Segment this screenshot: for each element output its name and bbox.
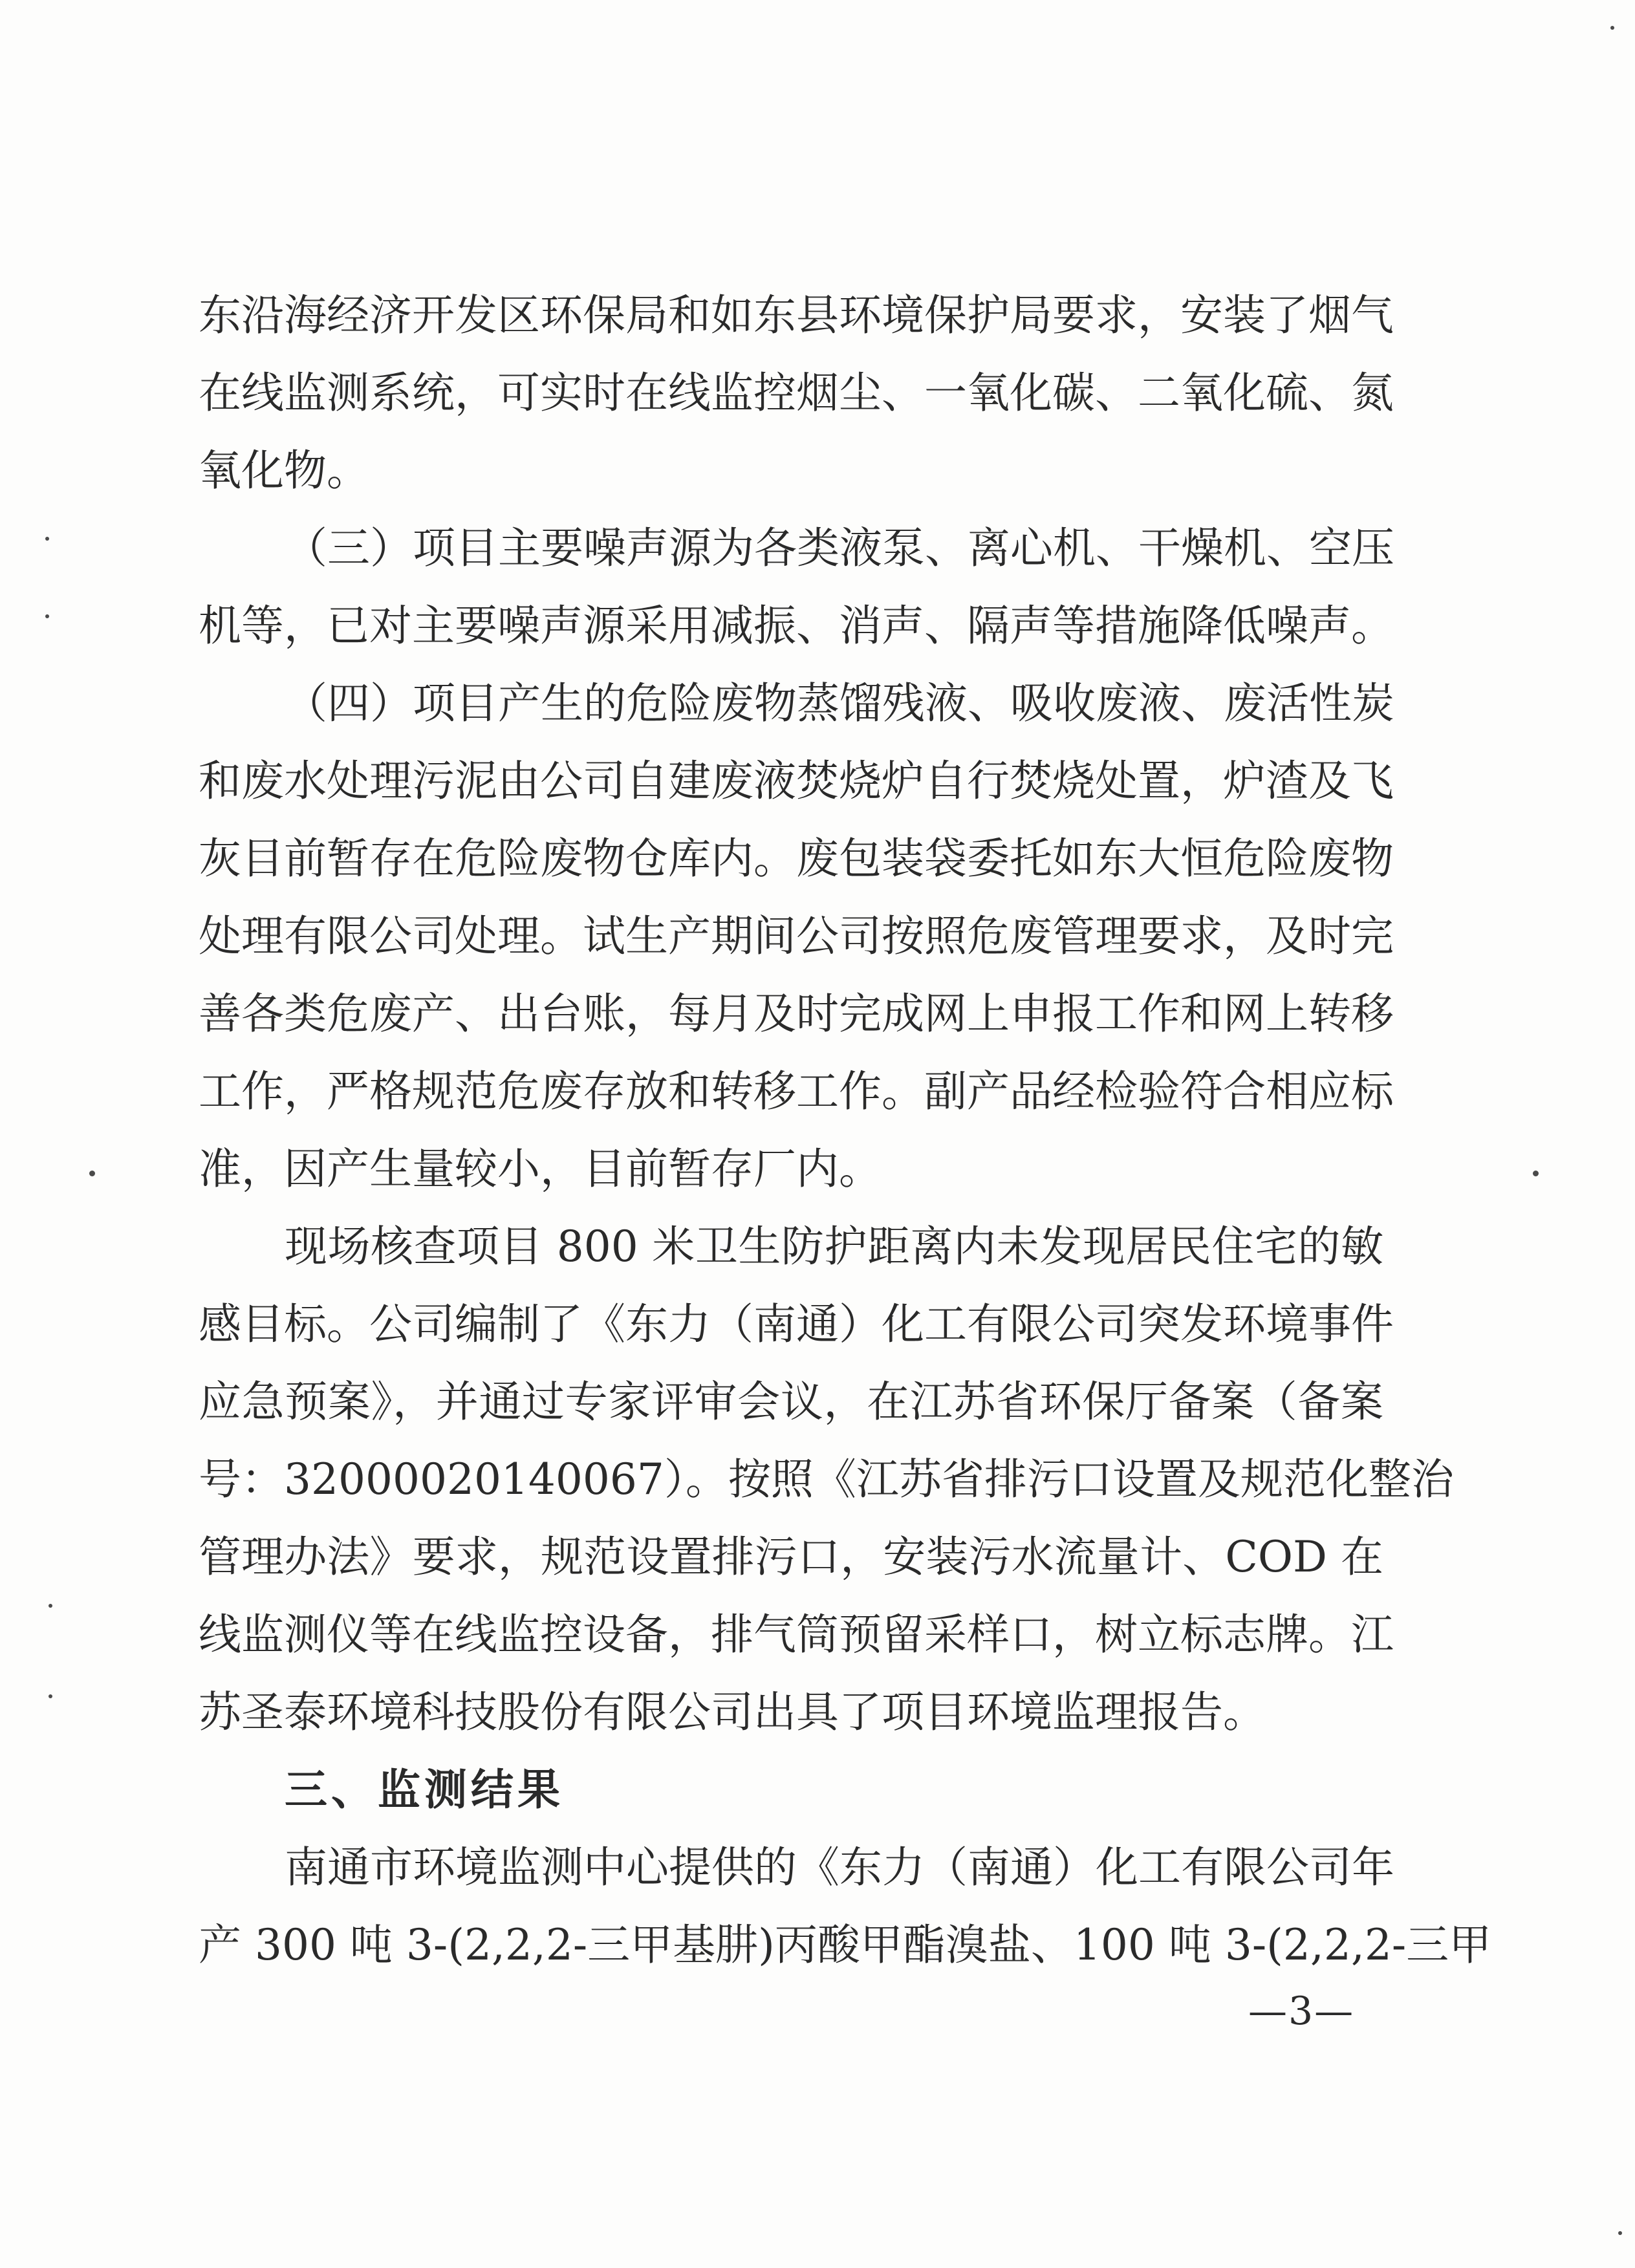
text-line xyxy=(0,277,1635,354)
text-line-content: 南通市环境监测中心提供的《东力（南通）化工有限公司年 xyxy=(285,1842,1394,1892)
text-line xyxy=(0,665,1635,742)
text-line xyxy=(0,510,1635,587)
text-line-content: 感目标。公司编制了《东力（南通）化工有限公司突发环境事件 xyxy=(199,1299,1394,1349)
scan-speck xyxy=(89,1171,95,1176)
text-line-content: 线监测仪等在线监控设备，排气筒预留采样口，树立标志牌。江 xyxy=(199,1610,1394,1659)
text-line-content: 应急预案》，并通过专家评审会议，在江苏省环保厅备案（备案 xyxy=(199,1377,1383,1427)
text-line xyxy=(0,742,1635,820)
section-heading xyxy=(0,1751,1635,1829)
text-line xyxy=(0,1674,1635,1751)
text-line xyxy=(0,975,1635,1053)
text-line-content: 在线监测系统，可实时在线监控烟尘、一氧化碳、二氧化硫、氮 xyxy=(199,368,1394,418)
text-line xyxy=(0,432,1635,510)
text-line xyxy=(0,898,1635,975)
text-line-content: 灰目前暂存在危险废物仓库内。废包装袋委托如东大恒危险废物 xyxy=(199,834,1394,883)
scan-speck xyxy=(45,614,49,618)
text-line-content: 机等，已对主要噪声源采用减振、消声、隔声等措施降低噪声。 xyxy=(199,601,1394,651)
text-line xyxy=(0,1363,1635,1441)
text-line-content: 管理办法》要求，规范设置排污口，安装污水流量计、COD 在 xyxy=(199,1532,1383,1582)
scan-speck xyxy=(1610,26,1614,30)
text-line-content: 号：32000020140067）。按照《江苏省排污口设置及规范化整治 xyxy=(199,1454,1454,1504)
text-line-content: 现场核查项目 800 米卫生防护距离内未发现居民住宅的敏 xyxy=(285,1222,1383,1271)
text-line xyxy=(0,1130,1635,1208)
text-line-content: 和废水处理污泥由公司自建废液焚烧炉自行焚烧处置，炉渣及飞 xyxy=(199,756,1394,806)
text-line xyxy=(0,1208,1635,1286)
text-line xyxy=(0,1286,1635,1363)
scan-speck xyxy=(49,1694,52,1698)
text-line xyxy=(0,1906,1635,1984)
text-line-content: 处理有限公司处理。试生产期间公司按照危废管理要求，及时完 xyxy=(199,911,1394,961)
text-line xyxy=(0,1441,1635,1518)
text-line-content: 善各类危废产、出台账，每月及时完成网上申报工作和网上转移 xyxy=(199,989,1394,1039)
scan-speck xyxy=(49,1604,52,1608)
text-line-content: （三）项目主要噪声源为各类液泵、离心机、干燥机、空压 xyxy=(285,523,1394,573)
scan-speck xyxy=(1618,2231,1622,2235)
text-line-content: 准，因产生量较小，目前暂存厂内。 xyxy=(199,1144,882,1194)
text-line xyxy=(0,354,1635,432)
text-line-content: 产 300 吨 3-(2,2,2-三甲基肼)丙酸甲酯溴盐、100 吨 3-(2,2,2-三甲 xyxy=(199,1920,1492,1970)
text-line-content: 苏圣泰环境科技股份有限公司出具了项目环境监理报告。 xyxy=(199,1687,1266,1737)
text-line xyxy=(0,1596,1635,1674)
text-line xyxy=(0,820,1635,898)
text-line-content: 工作，严格规范危废存放和转移工作。副产品经检验符合相应标 xyxy=(199,1066,1394,1116)
section-heading-text: 三、监测结果 xyxy=(285,1765,564,1815)
scan-speck xyxy=(1533,1171,1539,1176)
text-line xyxy=(0,587,1635,665)
scan-speck xyxy=(45,537,49,541)
text-line-content: 东沿海经济开发区环保局和如东县环境保护局要求，安装了烟气 xyxy=(199,290,1394,340)
text-line xyxy=(0,1829,1635,1906)
text-line-content: （四）项目产生的危险废物蒸馏残液、吸收废液、废活性炭 xyxy=(285,678,1394,728)
page-number: —3— xyxy=(1248,1989,1355,2034)
text-line xyxy=(0,1053,1635,1130)
text-line-content: 氧化物。 xyxy=(199,446,369,495)
text-line xyxy=(0,1518,1635,1596)
